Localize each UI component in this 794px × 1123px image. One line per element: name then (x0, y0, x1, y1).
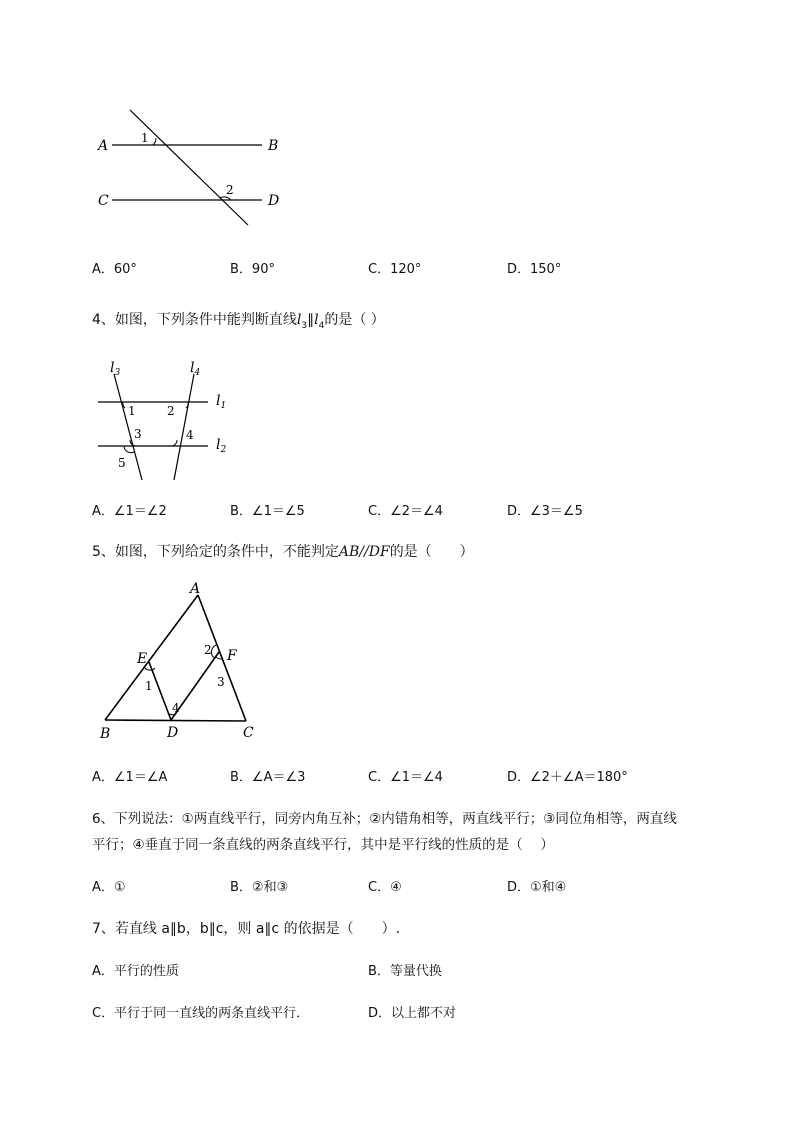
point-b-label: B (268, 138, 279, 154)
q3-figure (90, 100, 300, 230)
point-c-label: C (243, 725, 254, 741)
angle-5-label: 5 (118, 456, 126, 470)
q6-stem-line1: 6、下列说法：①两直线平行，同旁内角互补；②内错角相等，两直线平行；③同位角相等，两直线 (92, 811, 677, 827)
q7-stem: 7、若直线 a∥b，b∥c，则 a∥c 的依据是（ ）. (92, 921, 401, 937)
q5-stem (92, 538, 474, 566)
q3-option-a[interactable]: A．60° (92, 262, 137, 277)
angle-1-arc (145, 668, 155, 670)
q4-stem (92, 306, 385, 340)
q7-option-a[interactable]: A．平行的性质 (92, 964, 179, 979)
q4-option-c[interactable]: C．∠2＝∠4 (368, 504, 443, 519)
q6-option-b[interactable]: B．②和③ (230, 880, 289, 895)
angle-4-arc (172, 440, 177, 446)
q5-option-a[interactable]: A．∠1＝∠A (92, 770, 168, 785)
angle-2-label: 2 (204, 643, 212, 657)
point-f-label: F (227, 648, 237, 664)
q6-option-d[interactable]: D．①和④ (507, 880, 567, 895)
q6-option-c[interactable]: C．④ (368, 880, 402, 895)
angle-2-label: 2 (226, 183, 234, 197)
line-l4-label: $l_4$ (190, 360, 201, 378)
q3-option-c[interactable]: C．120° (368, 262, 422, 277)
point-c-label: C (98, 193, 109, 209)
q5-option-d[interactable]: D．∠2＋∠A＝180° (507, 770, 628, 785)
angle-1-label: 1 (128, 404, 136, 418)
q4-option-b[interactable]: B．∠1＝∠5 (230, 504, 305, 519)
angle-3-label: 3 (134, 427, 142, 441)
q4-stem-parallel: ∥ (307, 312, 315, 328)
q4-option-d[interactable]: D．∠3＝∠5 (507, 504, 583, 519)
q6-option-a[interactable]: A．① (92, 880, 126, 895)
q4-option-a[interactable]: A．∠1＝∠2 (92, 504, 167, 519)
point-a-label: A (98, 138, 109, 154)
side-ac (198, 595, 246, 721)
q5-option-c[interactable]: C．∠1＝∠4 (368, 770, 443, 785)
q7-option-b[interactable]: B．等量代换 (368, 964, 442, 979)
point-a-label: A (190, 581, 201, 597)
angle-1-label: 1 (141, 131, 149, 145)
q4-stem-prefix: 4、如图，下列条件中能判断直线 (92, 312, 297, 328)
point-b-label: B (100, 726, 111, 742)
angle-4-label: 4 (172, 701, 180, 715)
point-d-label: D (268, 193, 280, 209)
q4-stem-l4: l (314, 312, 319, 328)
line-l3-label: $l_3$ (110, 360, 121, 378)
q7-option-d[interactable]: D．以上都不对 (368, 1006, 457, 1021)
angle-2-label: 2 (167, 404, 175, 418)
q4-stem-suffix: 的是（ ） (324, 312, 385, 328)
q5-stem-prefix: 5、如图，下列给定的条件中，不能判定 (92, 544, 339, 560)
line-l1-label: $l_1$ (216, 393, 227, 411)
q4-stem-l3-sub: 3 (301, 320, 308, 331)
line-l2-label: $l_2$ (216, 437, 227, 455)
q5-stem-suffix: 的是（ ） (389, 544, 474, 560)
q6-stem-line2: 平行；④垂直于同一条直线的两条直线平行，其中是平行线的性质的是（ ） (92, 837, 554, 853)
q5-stem-math: AB//DF (338, 544, 390, 560)
q3-option-b[interactable]: B．90° (230, 262, 275, 277)
transversal (130, 110, 248, 225)
q5-option-b[interactable]: B．∠A＝∠3 (230, 770, 306, 785)
side-bc (105, 720, 246, 721)
point-d-label: D (167, 725, 179, 741)
angle-4-label: 4 (186, 428, 194, 442)
q4-stem-l3: l (296, 312, 302, 328)
q5-figure (95, 582, 270, 742)
angle-1-label: 1 (145, 679, 153, 693)
q3-option-d[interactable]: D．150° (507, 262, 562, 277)
point-e-label: E (137, 651, 148, 667)
angle-3-label: 3 (217, 675, 225, 689)
angle-1-arc (153, 138, 156, 145)
angle-5-arc (124, 446, 134, 453)
q7-option-c[interactable]: C．平行于同一直线的两条直线平行． (92, 1006, 310, 1021)
q4-stem-l4-sub: 4 (318, 320, 325, 331)
line-l4 (174, 374, 194, 480)
q4-figure (90, 358, 250, 488)
